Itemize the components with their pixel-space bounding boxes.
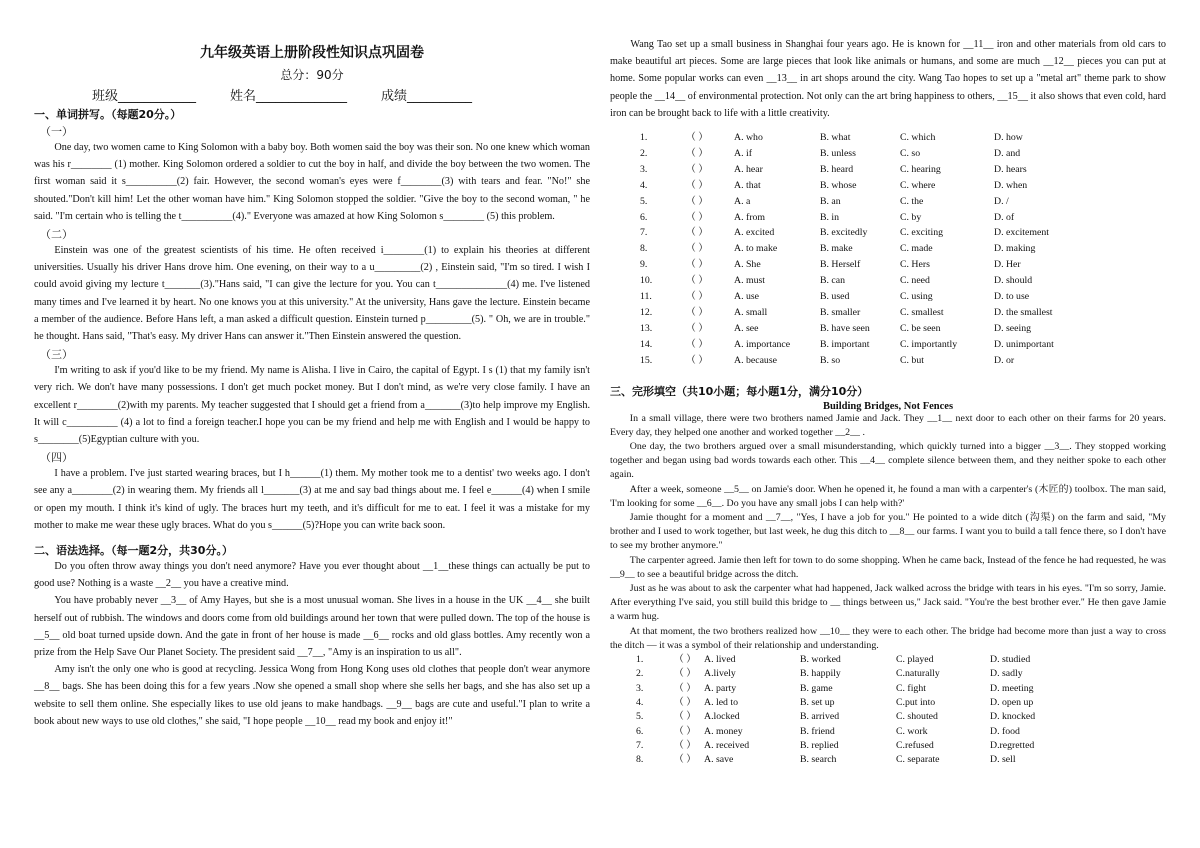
option-d: D. meeting (990, 682, 1034, 694)
option-c: C. using (900, 291, 933, 303)
grammar-paragraph: Wang Tao set up a small business in Shanghai four years ago. He is known for __11__ iron and other materials from old cars to make beautiful art pieces. Some are large pieces that look like animals or humans, and some are much __12__ pieces you can put at home. Some popular works can even __13__ in art shops around the city. Wang Tao hopes to set up a "metal art" theme park to show people the __14__ of environmental protection. Not only can the art bring happiness to others, __15__ it also shows that even cold, hard iron can be brought back to life with a little creativity. (610, 39, 1166, 119)
option-d: D. or (994, 354, 1015, 366)
option-c: C. work (896, 725, 928, 737)
answer-blank: （ ） (686, 211, 709, 223)
option-c: C.refused (896, 739, 934, 751)
option-a: A. that (734, 179, 761, 191)
option-c: C. shouted (896, 711, 938, 723)
option-a: A. importance (734, 338, 791, 350)
option-b: B. worked (800, 654, 841, 666)
option-d: D. should (994, 275, 1033, 287)
question-number: 8. (636, 754, 644, 766)
option-a: A. a (734, 195, 751, 207)
question-row (610, 178, 1166, 194)
question-number: 9. (640, 259, 648, 271)
question-row (610, 289, 1166, 305)
answer-blank: （ ） (686, 147, 709, 159)
answer-blank: （ ） (674, 725, 697, 737)
answer-blank: （ ） (686, 227, 709, 239)
page-title: 九年级英语上册阶段性知识点巩固卷 (200, 45, 424, 61)
option-c: C. made (900, 243, 933, 255)
option-d: D. to use (994, 291, 1030, 303)
question-row (610, 653, 1166, 667)
part-label: （一） (40, 125, 73, 138)
option-d: D. studied (990, 654, 1031, 666)
option-c: C. smallest (900, 306, 944, 318)
cloze-passage (610, 412, 1166, 653)
grammar-questions (610, 130, 1166, 369)
question-row (610, 130, 1166, 146)
question-number: 4. (640, 179, 648, 191)
answer-blank: （ ） (686, 259, 709, 271)
option-b: B. whose (820, 179, 857, 191)
option-b: B. search (800, 754, 837, 766)
option-b: B. unless (820, 147, 856, 159)
grammar-paragraph: Do you often throw away things you don't need anymore? Have you ever thought about __1__these things can actually be put to good use? Nothing is a waste __2__ you have a creative mind. (34, 561, 590, 590)
question-number: 4. (636, 696, 644, 708)
cloze-paragraph: At that moment, the two brothers realized how __10__ they were to each other. The bridge had become more than just a way to cross the ditch — it was a symbol of their relationship and understanding. (610, 625, 1166, 651)
option-a: A. party (704, 682, 737, 694)
question-number: 11. (640, 291, 652, 303)
option-c: C. so (900, 147, 921, 159)
option-d: D. sell (990, 754, 1016, 766)
passage-4: I have a problem. I've just started wearing braces, but I h______(1) them. My mother took me to a dentist' two weeks ago. I don't see any a________(2) in wearing them. My friends all l_______(3) at me and say bad things about me. I feel e______(4) when I smile or open my mouth. I think it's kind of ugly. The braces hurt my teeth, and it's difficult for me to eat. I feel it was a mistake for my mother to make me wear these ugly braces. What do you s______(5)?Hope you can write back soon. (34, 468, 590, 531)
answer-blank: （ ） (686, 338, 709, 350)
question-number: 10. (640, 275, 653, 287)
answer-blank: （ ） (674, 654, 697, 666)
option-b: B. make (820, 243, 853, 255)
passage-2: Einstein was one of the greatest scientists of his time. He often received i________(1) to explain his theories at different universities. Usually his driver Hans drove him. One evening, on their way to a u_________(2) , Einstein said, "I'm so tired. I wish I could avoid giving my lecture t_______(3)."Hans said, "I can give the lecture for you. You can t______________(4) me. I've listened many times and I've learned it by heart. No one knows you at this university." At the university, Hans gave the lecture. Einstein became a member of the audience. Before Hans left, a man asked a difficult question. Einstein turned p_________(5). " Oh, we are in trouble." he thought. Hans said, "That's easy. My driver Hans can answer it."Then Einstein answered the question. (34, 245, 590, 343)
cloze-questions (610, 653, 1166, 767)
question-row (610, 321, 1166, 337)
section-2-heading: 二、语法选择。（每一题2分，共30分。） (34, 544, 233, 558)
option-a: A.locked (704, 711, 740, 723)
option-b: B. used (820, 291, 850, 303)
option-d: D. when (994, 179, 1028, 191)
question-number: 2. (640, 147, 648, 159)
answer-blank: （ ） (674, 682, 697, 694)
option-d: D. / (994, 195, 1009, 207)
option-d: D. of (994, 211, 1015, 223)
option-c: C. where (900, 179, 936, 191)
question-number: 2. (636, 668, 644, 680)
option-a: A. money (704, 725, 743, 737)
grammar-paragraph: You have probably never __3__ of Amy Hayes, but she is a most unusual woman. She lives in a house in the UK __4__ she built herself out of rubbish. The windows and doors come from old buildings around her town that were pulled down. The top of the house is __5__ old boat turned upside down. And the gate in front of her house is made __6__ rocks and old glass bottles. Amy recently won a prize from the Help Save Our Planet Society. The president said __7__, "Amy is an inspiration to us all". (34, 595, 590, 659)
option-b: B. Herself (820, 259, 861, 271)
option-d: D. how (994, 132, 1023, 144)
option-c: C. which (900, 132, 936, 144)
question-row (610, 753, 1166, 767)
answer-blank: （ ） (686, 354, 709, 366)
question-row (610, 241, 1166, 257)
option-c: C. Hers (900, 259, 930, 271)
option-d: D. and (994, 147, 1021, 159)
option-b: B. arrived (800, 711, 840, 723)
question-row (610, 210, 1166, 226)
answer-blank: （ ） (674, 754, 697, 766)
option-b: B. what (820, 132, 851, 144)
option-d: D. food (990, 725, 1020, 737)
option-a: A. small (734, 306, 768, 318)
question-number: 7. (636, 739, 644, 751)
option-c: C. fight (896, 682, 926, 694)
option-a: A.lively (704, 668, 736, 680)
option-d: D. the smallest (994, 306, 1053, 318)
cloze-paragraph: In a small village, there were two brothers named Jamie and Jack. They __1__ next door to each other on their farms for 20 years. Every day, they helped one another and worked together __2__ . (610, 412, 1166, 438)
question-number: 8. (640, 243, 648, 255)
question-row (610, 353, 1166, 369)
option-b: B. an (820, 195, 841, 207)
question-row (610, 682, 1166, 696)
section-3-heading: 三、完形填空（共10小题；每小题1分，满分10分） (610, 384, 869, 398)
question-row (610, 710, 1166, 724)
question-row (610, 273, 1166, 289)
question-row (610, 696, 1166, 710)
question-number: 15. (640, 354, 653, 366)
option-b: B. smaller (820, 306, 861, 318)
option-b: B. can (820, 275, 846, 287)
option-a: A. who (734, 132, 763, 144)
left-column (34, 0, 590, 730)
option-b: B. game (800, 682, 833, 694)
answer-blank: （ ） (686, 322, 709, 334)
question-number: 3. (640, 163, 648, 175)
option-c: C.naturally (896, 668, 940, 680)
option-c: C. hearing (900, 163, 941, 175)
option-b: B. happily (800, 668, 841, 680)
question-number: 3. (636, 682, 644, 694)
option-c: C. by (900, 211, 922, 223)
option-b: B. replied (800, 739, 839, 751)
section-1-heading: 一、单词拼写。（每题20分。） (34, 108, 182, 121)
cloze-paragraph: Just as he was about to ask the carpenter what had happened, Jack walked across the bridge with tears in his eyes. "I'm so sorry, Jamie. After everything I've said, you still build this bridge to __ things between us," Jack said. "You're the best brother ever." He then gave Jamie a warm hug. (610, 583, 1166, 623)
class-field: 班级____________ (92, 89, 197, 104)
answer-blank: （ ） (686, 132, 709, 144)
option-a: A. to make (734, 243, 778, 255)
option-a: A. from (734, 211, 766, 223)
option-b: B. so (820, 354, 841, 366)
option-c: C. the (900, 195, 924, 207)
answer-blank: （ ） (686, 291, 709, 303)
answer-blank: （ ） (686, 195, 709, 207)
question-number: 12. (640, 306, 653, 318)
question-number: 6. (636, 725, 644, 737)
option-d: D.regretted (990, 739, 1035, 751)
question-number: 5. (636, 711, 644, 723)
option-b: B. in (820, 211, 840, 223)
question-number: 7. (640, 227, 648, 239)
question-row (610, 667, 1166, 681)
answer-blank: （ ） (674, 668, 697, 680)
question-row (610, 337, 1166, 353)
option-b: B. excitedly (820, 227, 868, 239)
question-row (610, 162, 1166, 178)
cloze-paragraph: The carpenter agreed. Jamie then left for town to do some shopping. When he came back, Instead of the fence he had requested, he was __9__ to see a beautiful bridge across the ditch. (610, 554, 1166, 580)
question-number: 1. (636, 654, 644, 666)
question-row (610, 194, 1166, 210)
option-a: A. save (704, 754, 734, 766)
option-a: A. lived (704, 654, 736, 666)
question-row (610, 725, 1166, 739)
answer-blank: （ ） (674, 711, 697, 723)
answer-blank: （ ） (686, 163, 709, 175)
option-d: D. seeing (994, 322, 1032, 334)
option-a: A. see (734, 322, 759, 334)
option-a: A. because (734, 354, 777, 366)
option-b: B. set up (800, 696, 835, 708)
answer-blank: （ ） (686, 179, 709, 191)
option-c: C. exciting (900, 227, 943, 239)
option-c: C. separate (896, 754, 940, 766)
part-label: （三） (40, 348, 73, 362)
answer-blank: （ ） (674, 696, 697, 708)
student-info (92, 85, 590, 104)
question-row (610, 257, 1166, 273)
option-d: D. excitement (994, 227, 1049, 239)
answer-blank: （ ） (674, 739, 697, 751)
part-label: （二） (40, 228, 73, 242)
question-number: 14. (640, 338, 653, 350)
option-b: B. important (820, 338, 870, 350)
question-row (610, 225, 1166, 241)
option-b: B. have seen (820, 322, 870, 334)
option-c: C. be seen (900, 322, 941, 334)
option-c: C. played (896, 654, 934, 666)
cloze-paragraph: After a week, someone __5__ on Jamie's door. When he opened it, he found a man with a carpenter's (木匠的) toolbox. The man said, 'I'm looking for some __6__. Do you have any small jobs I can help with?' (610, 483, 1166, 509)
name-field: 姓名______________ (230, 89, 348, 104)
option-d: D. open up (990, 696, 1034, 708)
option-c: C. but (900, 354, 924, 366)
question-number: 5. (640, 195, 648, 207)
option-a: A. must (734, 275, 766, 287)
option-d: D. hears (994, 163, 1027, 175)
answer-blank: （ ） (686, 306, 709, 318)
option-b: B. friend (800, 725, 835, 737)
option-c: C. need (900, 275, 930, 287)
option-c: C.put into (896, 696, 936, 708)
part-label: （四） (40, 451, 73, 465)
question-number: 13. (640, 322, 653, 334)
passage-1: One day, two women came to King Solomon with a baby boy. Both women said the boy was their son. No one knew which woman was his r________ (1) mother. King Solomon ordered a soldier to cut the boy in half, and divide the boy between the two women. The first woman said it s__________(2) fair. However, the second woman's eyes were f________(3) with tears and fear. "No!" she shouted."Don't kill him! Let the other woman have him." King Solomon stopped the soldier. "Give the boy to the second woman, " he said. "I'm certain who is telling the t__________(4)." Everyone was amazed at how King Solomon s________ (5) this problem. (34, 142, 590, 222)
passage-3: I'm writing to ask if you'd like to be my friend. My name is Alisha. I live in Cairo, the capital of Egypt. I s (1) that my family isn't very rich. We don't have many possessions. I don't get much pocket money. But I don't mind, as we're very close family. I have an excellent r________(2)with my parents. My teacher suggested that I should get a friend from a_______(3)to help improve my English. It will c__________ (4) a lot to find a foreign teacher.I hope you can be my friend and help me with English and I would be happy to s________(5)Egyptian culture with you. (34, 365, 590, 446)
grade-field: 成绩__________ (381, 89, 473, 104)
grammar-paragraph: Amy isn't the only one who is good at recycling. Jessica Wong from Hong Kong uses old clothes that people don't wear anymore __8__ bags. She has been doing this for a few years .Now she opened a small shop where she sells her bags, and she has also set up a website to sell them online. She especially likes to use old jeans to make handbags. __9__ bags are cute and useful."I plan to write a book about new ways to use old clothes," she said, "I hope people __10__ read my book and enjoy it!" (34, 664, 590, 727)
question-row (610, 146, 1166, 162)
answer-blank: （ ） (686, 275, 709, 287)
option-d: D. making (994, 243, 1036, 255)
option-a: A. if (734, 147, 752, 159)
option-a: A. She (734, 259, 761, 271)
option-a: A. excited (734, 227, 775, 239)
option-c: C. importantly (900, 338, 958, 350)
option-d: D. sadly (990, 668, 1023, 680)
option-d: D. unimportant (994, 338, 1054, 350)
question-row (610, 305, 1166, 321)
question-number: 1. (640, 132, 648, 144)
option-a: A. received (704, 739, 750, 751)
cloze-title: Building Bridges, Not Fences (822, 400, 954, 412)
option-d: D. knocked (990, 711, 1036, 723)
option-d: D. Her (994, 259, 1021, 271)
right-column (610, 0, 1166, 767)
option-a: A. use (734, 291, 760, 303)
answer-blank: （ ） (686, 243, 709, 255)
option-a: A. led to (704, 696, 739, 708)
question-row (610, 739, 1166, 753)
total-score: 总分：90分 (280, 68, 344, 82)
cloze-paragraph: Jamie thought for a moment and __7__, "Yes, I have a job for you." He pointed to a wide ditch (沟渠) on the farm and said, "My brother and I used to work together, but last week, he dug this ditch to __8__ our farms. I want you to build a tall fence there, so I don't have to see my brother anymore." (610, 512, 1166, 552)
option-b: B. heard (820, 163, 854, 175)
option-a: A. hear (734, 163, 763, 175)
cloze-paragraph: One day, the two brothers argued over a small misunderstanding, which quickly turned into a bigger __3__. They stopped working together and began using bad words towards each other. This __4__ complete silence between them, and they neither spoke to each other again. (610, 441, 1166, 481)
question-number: 6. (640, 211, 648, 223)
